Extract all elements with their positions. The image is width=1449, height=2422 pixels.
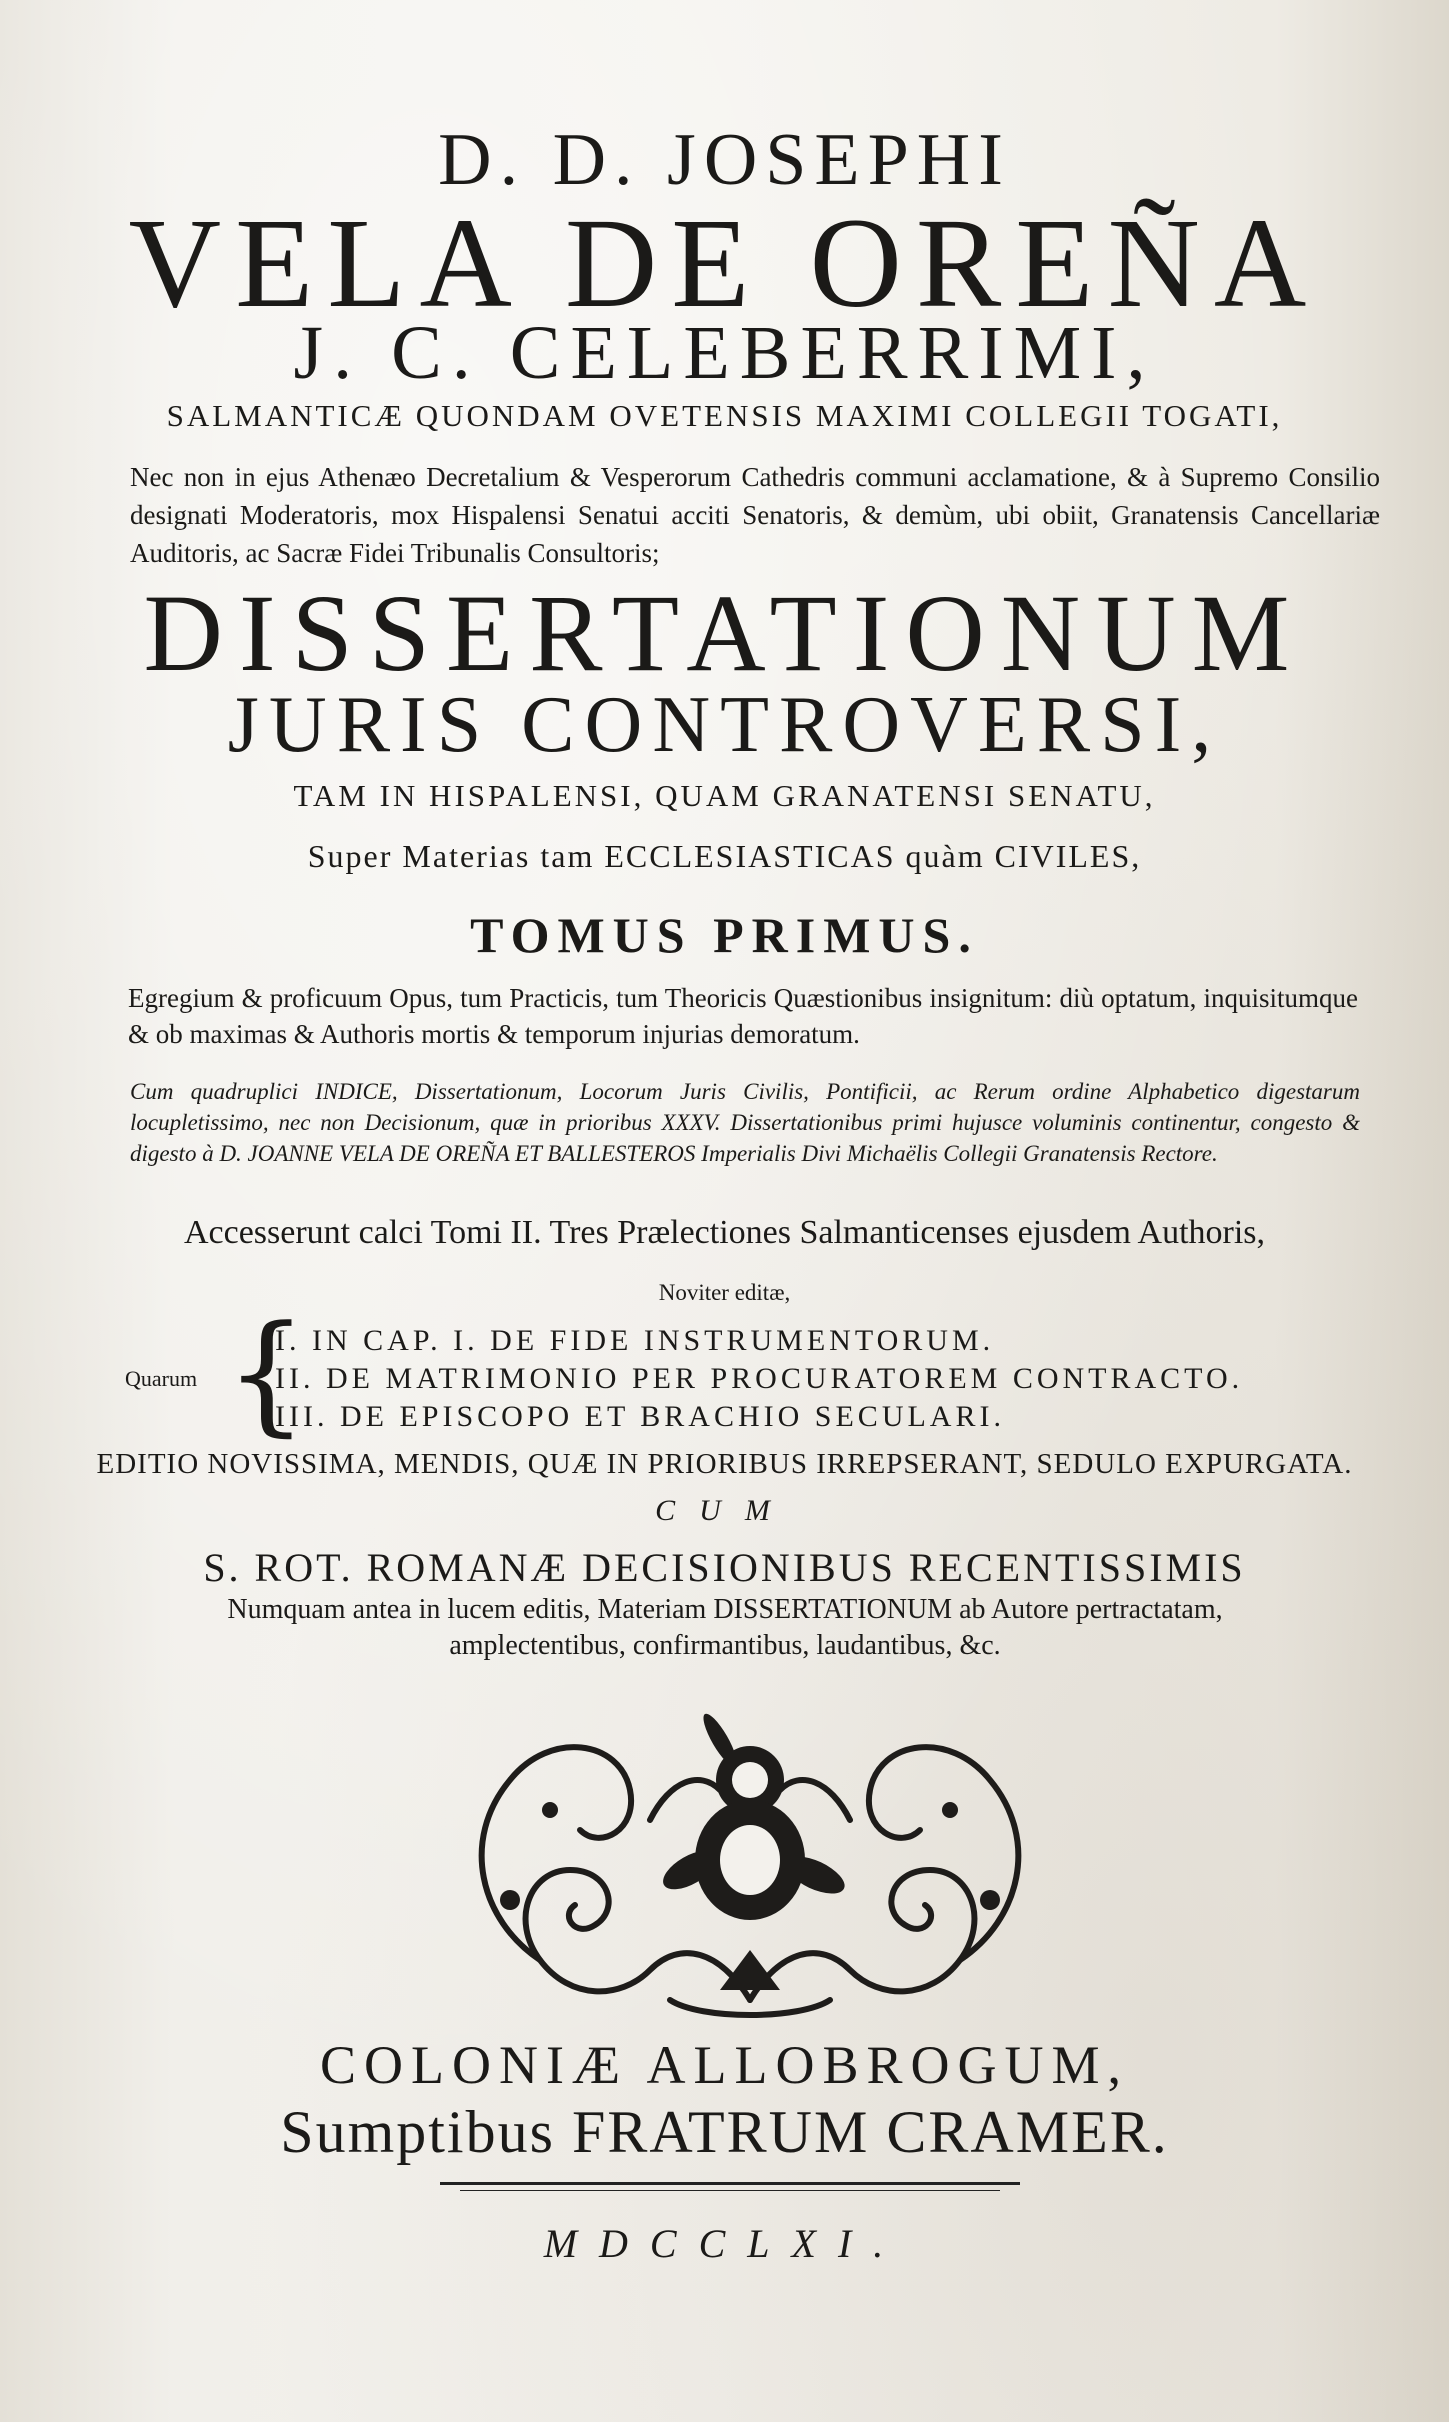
- divider-rule: [440, 2182, 1020, 2185]
- quarum-items: [275, 1322, 1243, 1436]
- decisionibus-description: Numquam antea in lucem editis, Materiam DISSERTATIONUM ab Autore pertractatam, amplectentibus, confirmantibus, laudantibus, &c.: [227, 1594, 1223, 1661]
- materias-line: Super Materias tam ECCLESIASTICAS quàm CIVILES,: [307, 838, 1142, 874]
- senate-line: TAM IN HISPALENSI, QUAM GRANATENSI SENATU,: [293, 778, 1156, 813]
- imprint-place: COLONIÆ ALLOBROGUM,: [319, 2035, 1130, 2095]
- divider-rule: [460, 2190, 1000, 2191]
- accesserunt-line: Accesserunt calci Tomi II. Tres Prælectiones Salmanticenses ejusdem Authoris,: [183, 1214, 1266, 1251]
- editio-line: EDITIO NOVISSIMA, MENDIS, QUÆ IN PRIORIBUS IRREPSERANT, SEDULO EXPURGATA.: [96, 1448, 1353, 1480]
- cherub-ornament-icon: [420, 1700, 1080, 2030]
- author-credentials: Nec non in ejus Athenæo Decretalium & Vesperorum Cathedris communi acclamatione, & à Supremo Consilio designati Moderatoris, mox Hispalensi Senatui acciti Senatoris, & demùm, ubi obiit, Granatensis Cancellariæ Auditoris, ac Sacræ Fidei Tribunalis Consultoris;: [130, 462, 1380, 568]
- author-college: SALMANTICÆ QUONDAM OVETENSIS MAXIMI COLLEGII TOGATI,: [166, 398, 1283, 433]
- quarum-item: II. DE MATRIMONIO PER PROCURATOREM CONTRACTO.: [275, 1362, 1244, 1395]
- brace-icon: {: [225, 1297, 308, 1449]
- cum-line: CUM: [655, 1494, 794, 1527]
- index-description: Cum quadruplici INDICE, Dissertationum, Locorum Juris Civilis, Pontificii, ac Rerum ordine Alphabetico digestarum locupletissimo, nec non Decisionum, quæ in prioribus XXXV. Dissertationibus primi hujusce voluminis continentur, congesto & digesto à D. JOANNE VELA DE OREÑA ET BALLESTEROS Imperialis Divi Michaëlis Collegii Granatensis Rectore.: [130, 1079, 1360, 1166]
- quarum-list: [125, 1297, 1375, 1449]
- noviter-line: Noviter editæ,: [658, 1280, 791, 1305]
- author-prefix: D. D. JOSEPHI: [438, 119, 1011, 201]
- quarum-label: Quarum: [125, 1366, 198, 1391]
- author-name: VELA DE OREÑA: [128, 192, 1321, 334]
- quarum-item: I. IN CAP. I. DE FIDE INSTRUMENTORUM.: [275, 1324, 995, 1357]
- imprint-year: MDCCLXI.: [543, 2221, 906, 2266]
- volume-title: TOMUS PRIMUS.: [470, 907, 979, 963]
- quarum-item: III. DE EPISCOPO ET BRACHIO SECULARI.: [275, 1400, 1005, 1433]
- decisionibus-line: S. ROT. ROMANÆ DECISIONIBUS RECENTISSIMIS: [203, 1545, 1246, 1590]
- work-subtitle: JURIS CONTROVERSI,: [227, 681, 1222, 769]
- work-title: DISSERTATIONUM: [143, 572, 1306, 694]
- imprint-publisher: Sumptibus FRATRUM CRAMER.: [280, 2099, 1169, 2165]
- work-description: Egregium & proficuum Opus, tum Practicis, tum Theoricis Quæstionibus insignitum: diù optatum, inquisitumque & ob maximas & Authoris mortis & temporum injurias demoratum.: [128, 983, 1358, 1049]
- author-epithet: J. C. CELEBERRIMI,: [293, 311, 1156, 395]
